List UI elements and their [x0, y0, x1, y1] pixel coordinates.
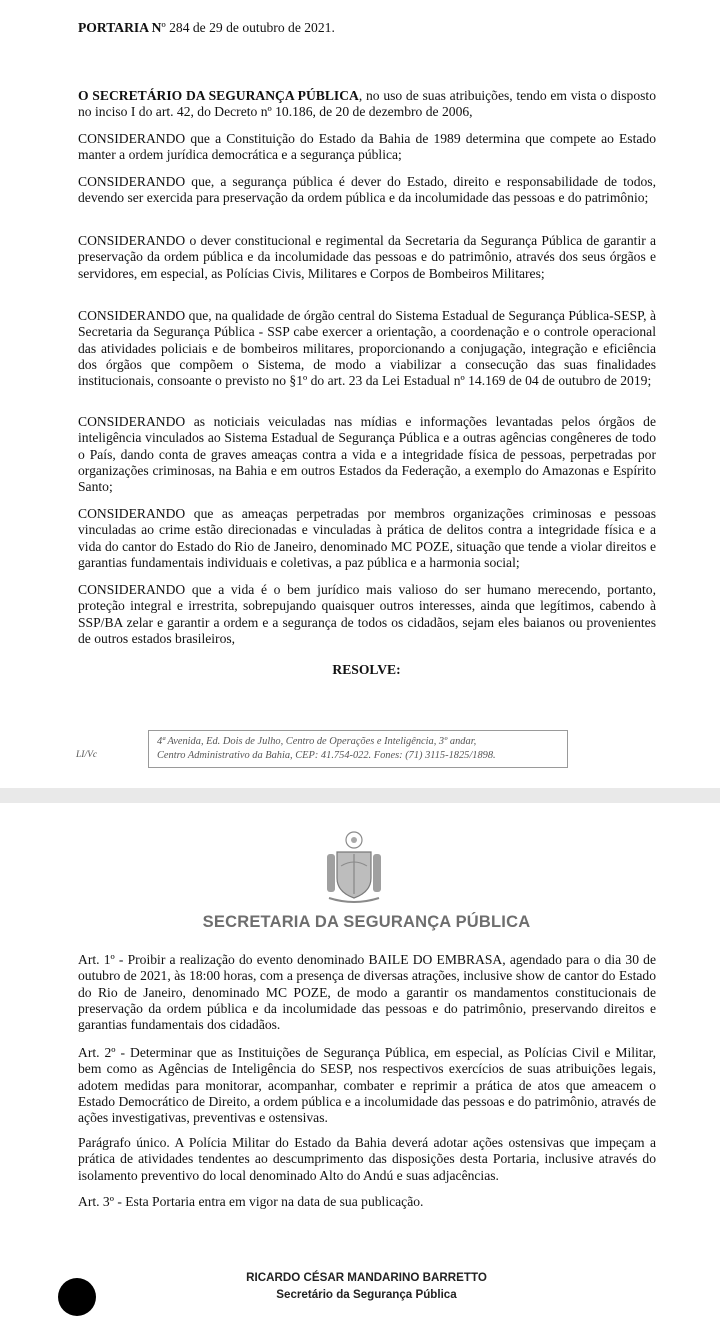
- redaction-mark: [58, 1278, 96, 1316]
- article-paragraph: Art. 2º - Determinar que as Instituições de Segurança Pública, em especial, as Polícias Civil e Militar, bem como as Agências de Inteligência do SESP, nos respectivos exercícios de suas atribuições legais, adotem medidas para monitorar, acompanhar, combater e reprimir a prática de atos que ameacem o Estado Democrático de Direito, a ordem pública e a incolumidade das pessoas e do patrimônio, através de ações investigativas, preventivas e ostensivas.: [78, 1045, 656, 1126]
- preamble-paragraph: [78, 88, 656, 121]
- consideration-paragraph: CONSIDERANDO que a vida é o bem jurídico mais valioso do ser humano merecendo, portanto, proteção integral e irrestrita, sobrepujando quaisquer outros interesses, ainda que legítimos, cabendo à SSP/BA zelar e garantir a ordem e a segurança de todos os cidadãos, sejam eles baianos ou provenientes de outros estados brasileiros,: [78, 582, 656, 646]
- consideration-paragraph: CONSIDERANDO que, na qualidade de órgão central do Sistema Estadual de Segurança Pública-SESP, à Secretaria da Segurança Pública - SSP cabe exercer a orientação, a coordenação e o controle operacional das atividades policiais e de bombeiros militares, proporcionando a conjugação, integração e eficiência dos órgãos que compõem o Sistema, de modo a viabilizar a consecução das suas finalidades institucionais, consoante o previsto no §1º do art. 23 da Lei Estadual nº 14.169 de 04 de outubro de 2019;: [78, 308, 656, 389]
- address-line-1: 4ª Avenida, Ed. Dois de Julho, Centro de Operações e Inteligência, 3º andar,: [157, 736, 477, 747]
- article-paragraph: Parágrafo único. A Polícia Militar do Estado da Bahia deverá adotar ações ostensivas que impeçam a prática de atividades tendentes ao descumprimento das disposições desta Portaria, inclusive através do isolamento preventivo do local denominado Alto do Andú e suas adjacências.: [78, 1135, 656, 1183]
- consideration-paragraph: CONSIDERANDO as noticiais veiculadas nas mídias e informações levantadas pelos órgãos de inteligência vinculados ao Sistema Estadual de Segurança Pública e a outras agências congêneres de todo o País, dando conta de graves ameaças contra a vida e a integridade física de pessoas, perpetradas por organizações criminosas, na Bahia e em outros Estados da Federação, a exemplo do Amazonas e Espírito Santo;: [78, 414, 656, 495]
- preamble-rest: , no uso de suas atribuições, tendo em vista o disposto no inciso I do art. 42, do Decreto nº 10.186, de 20 de dezembro de 2006,: [78, 88, 656, 120]
- portaria-title-bold: PORTARIA N: [78, 20, 162, 35]
- address-footer: [148, 730, 568, 768]
- preamble-bold: O SECRETÁRIO DA SEGURANÇA PÚBLICA: [78, 88, 359, 103]
- typist-initials: LI/Vc: [76, 750, 98, 760]
- portaria-title-rest: º 284 de 29 de outubro de 2021.: [161, 20, 335, 35]
- consideration-paragraph: CONSIDERANDO o dever constitucional e regimental da Secretaria da Segurança Pública de garantir a preservação da ordem pública e da incolumidade das pessoas e do patrimônio, através dos seus órgãos e servidores, em especial, as Polícias Civis, Militares e Corpos de Bombeiros Militares;: [78, 233, 656, 281]
- signatory-role: Secretário da Segurança Pública: [276, 1288, 457, 1301]
- portaria-title: [78, 20, 335, 36]
- article-paragraph: Art. 1º - Proibir a realização do evento denominado BAILE DO EMBRASA, agendado para o dia 30 de outubro de 2021, às 18:00 horas, com a presença de diversas atrações, inclusive show de cantor do Estado do Rio de Janeiro, denominado MC POZE, de modo a garantir os mandamentos constitucionais de preservação da ordem pública e da incolumidade das pessoas e do patrimônio, preservando direitos e garantias fundamentais dos cidadãos.: [78, 952, 656, 1033]
- consideration-paragraph: CONSIDERANDO que, a segurança pública é dever do Estado, direito e responsabilidade de todos, devendo ser exercida para preservação da ordem pública e da incolumidade das pessoas e do patrimônio;: [78, 174, 656, 206]
- agency-heading: SECRETARIA DA SEGURANÇA PÚBLICA: [202, 913, 531, 931]
- bahia-coat-of-arms-icon: [325, 830, 383, 909]
- signatory-name: RICARDO CÉSAR MANDARINO BARRETTO: [246, 1271, 487, 1284]
- resolve-heading: RESOLVE:: [332, 662, 401, 677]
- address-line-2: Centro Administrativo da Bahia, CEP: 41.754-022. Fones: (71) 3115-1825/1898.: [157, 750, 496, 761]
- article-paragraph: Art. 3º - Esta Portaria entra em vigor na data de sua publicação.: [78, 1194, 424, 1209]
- consideration-paragraph: CONSIDERANDO que a Constituição do Estado da Bahia de 1989 determina que compete ao Estado manter a ordem jurídica democrática e a segurança pública;: [78, 131, 656, 163]
- consideration-paragraph: CONSIDERANDO que as ameaças perpetradas por membros organizações criminosas e pessoas vinculadas ao crime estão direcionadas e vinculadas à prática de delitos contra a integridade física e a vida do cantor do Estado do Rio de Janeiro, denominado MC POZE, situação que tende a violar direitos e garantias fundamentais individuais e coletivas, a paz pública e a harmonia social;: [78, 506, 656, 570]
